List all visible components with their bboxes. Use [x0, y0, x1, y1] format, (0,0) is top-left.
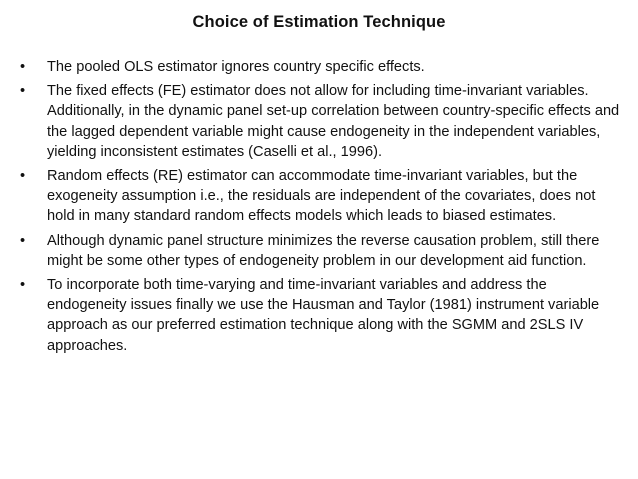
- bullet-item: [20, 231, 620, 271]
- slide-title: Choice of Estimation Technique: [192, 13, 446, 31]
- bullet-text: Although dynamic panel structure minimizes the reverse causation problem, still there might be some other types of endogeneity problem in our development aid function.: [47, 232, 600, 269]
- bullet-text: The pooled OLS estimator ignores country specific effects.: [47, 59, 425, 75]
- bullet-item: [20, 275, 620, 356]
- bullet-text: To incorporate both time-varying and time-invariant variables and address the endogeneity issues finally we use the Hausman and Taylor (1981) instrument variable approach as our preferred estimation technique along with the SGMM and 2SLS IV approaches.: [47, 277, 600, 354]
- bullet-icon: •: [20, 232, 26, 249]
- bullet-item: [20, 81, 620, 162]
- bullet-text: The fixed effects (FE) estimator does not allow for including time-invariant variables. Additionally, in the dynamic panel set-up correlation between country-specific effects and the lagged dependent variable might cause endogeneity in the independent variables, yielding inconsistent estimates (Caselli et al., 1996).: [47, 83, 620, 160]
- bullet-icon: •: [20, 277, 26, 294]
- bullet-icon: •: [20, 59, 26, 75]
- bullet-item: [20, 166, 620, 227]
- bullet-icon: •: [20, 168, 26, 185]
- bullet-icon: •: [20, 83, 26, 100]
- bullet-item: [20, 57, 620, 77]
- bullet-list: [20, 57, 620, 360]
- bullet-text: Random effects (RE) estimator can accommodate time-invariant variables, but the exogeneity assumption i.e., the residuals are independent of the covariates, does not hold in many standard random effects models which leads to biased estimates.: [47, 168, 596, 225]
